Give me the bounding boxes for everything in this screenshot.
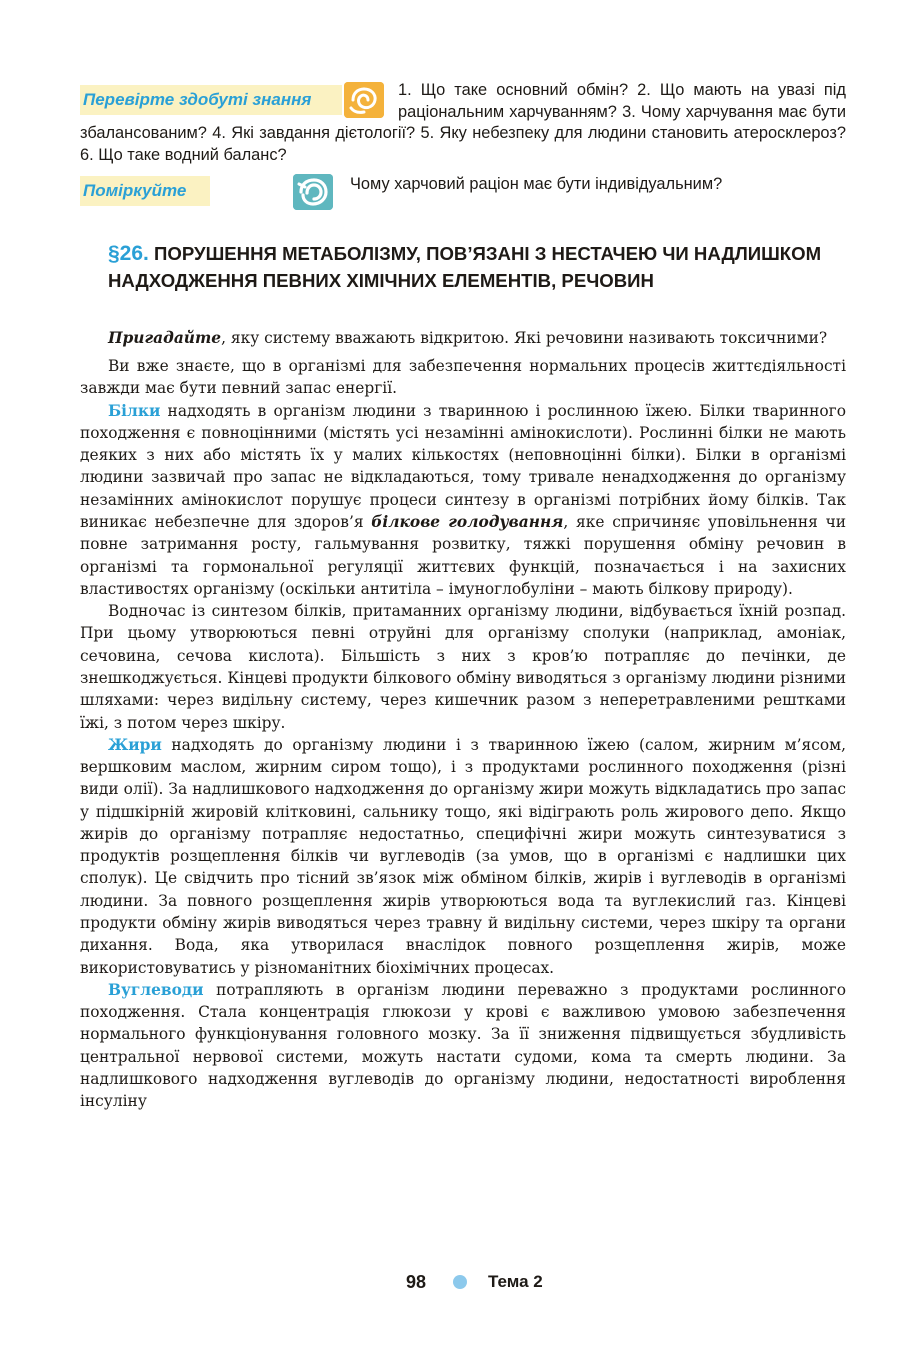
body-text [80, 328, 846, 1113]
page-footer [0, 1269, 918, 1299]
topic-label: Тема 2 [488, 1272, 543, 1291]
paragraph-fats [80, 734, 846, 979]
paragraph-energy: Ви вже знаєте, що в організмі для забезпечення нормальних процесів життєдіяльності завжди має бути певний запас енергії. [80, 357, 846, 398]
spiral-checkmark-icon [344, 82, 384, 118]
think-question: Чому харчовий раціон має бути індивідуальним? [350, 175, 723, 193]
page-number: 98 [406, 1272, 427, 1292]
section-title: ПОРУШЕННЯ МЕТАБОЛІЗМУ, ПОВ’ЯЗАНІ З НЕСТАЧЕЮ ЧИ НАДЛИШКОМ НАДХОДЖЕННЯ ПЕВНИХ ХІМІЧНИХ ЕЛЕМЕНТІВ, РЕЧОВИН [108, 243, 822, 291]
review-questions: 1. Що таке основний обмін? 2. Що мають на увазі під раціональним харчуванням? 3. Чому харчування має бути збалансованим? 4. Які завдання дієтології? 5. Яку небезпеку для людини становить атеросклероз? 6. Що таке водний баланс? [80, 81, 846, 164]
paragraph-proteins [80, 400, 846, 601]
bullet-dot-icon [453, 1275, 467, 1289]
review-block [80, 80, 846, 168]
recall-paragraph [80, 328, 846, 348]
proteins-text-a: надходять в організм людини з тваринною і рослинною їжею. Білки тваринного походження є повноцінними (містять усі незамінні амінокислоти). Рослинні білки не мають деяких з них або містять їх у малих кількостях (неповноцінні білки). Білки в організмі людини зазвичай про запас не відкладаються, тому тривале ненадходження до організму незамінних амінокислот порушує процеси синтезу в організмі потрібних йому білків. Так виникає небезпечне для здоров’я [80, 401, 846, 531]
paragraph-protein-breakdown: Водночас із синтезом білків, притаманних організму людини, відбувається їхній розпад. При цьому утворюються певні отруйні для організму сполуки (наприклад, амоніак, сечовина, сечова кислота). Більшість з них з кров’ю потрапляє до печінки, де знешкоджується. Кінцеві продукти білкового обміну виводяться з організму людини різними шляхами: через видільну систему, через кишечник разом з неперетравленими рештками їжі, з потом через шкіру. [80, 602, 846, 732]
term-carbohydrates: Вуглеводи [108, 980, 204, 999]
term-proteins: Білки [108, 401, 161, 420]
think-tag: Поміркуйте [80, 176, 210, 206]
fats-text: надходять до організму людини і з тваринною їжею (салом, жирним м’ясом, вершковим маслом, жирним сиром тощо), і з продуктами рослинного походження (різні види олії). За надлишкового надходження до організму жири можуть відкладатись про запас у підшкірній жировій клітковині, сальнику тощо, які відіграють роль жирового депо. Якщо жирів до організму потрапляє недостатньо, специфічні жири можуть синтезуватися з продуктів розщеплення білків чи вуглеводів (за умов, що в організмі є надлишки цих сполук). Це свідчить про тісний зв’язок між обміном білків, жирів і вуглеводів в організмі людини. За повного розщеплення жирів утворюються вода та вуглекислий газ. Кінцеві продукти обміну жирів виводяться через травну й видільну системи, через шкіру та органи дихання. Вода, яка утворилася внаслідок повного розщеплення жирів, може використовуватись у різноманітних біохімічних процесах. [80, 735, 846, 977]
recall-text: , яку систему вважають відкритою. Які речовини називають токсичними? [221, 329, 828, 347]
proteins-text-b: , яке спричиняє уповільнення чи повне затримання росту, гальмування розвитку, тяжкі порушення обміну речовин в організмі та гормональної регуляції життєвих функцій, позначається і на захисних властивостях організму (оскільки антитіла – імуноглобуліни – мають білкову природу). [80, 512, 847, 598]
thinking-spiral-icon [293, 174, 333, 210]
review-tag: Перевірте здобуті знання [80, 85, 342, 115]
carbohydrates-text: потрапляють в організм людини переважно з продуктами рослинного походження. Стала концентрація глюкози у крові є важливою умовою забезпечення нормального функціонування головного мозку. За її зниження підвищується збудливість центральної нервової системи, можуть настати судоми, кома та смерть людини. За надлишкового надходження вуглеводів до організму людини, недостатності вироблення інсуліну [80, 980, 846, 1111]
term-fats: Жири [108, 735, 162, 754]
term-protein-starvation: білкове голодування [371, 512, 564, 531]
recall-lead: Пригадайте [108, 329, 222, 347]
think-block [80, 172, 846, 212]
section-heading [108, 240, 828, 294]
section-number: §26. [108, 242, 149, 265]
paragraph-carbohydrates [80, 979, 846, 1113]
